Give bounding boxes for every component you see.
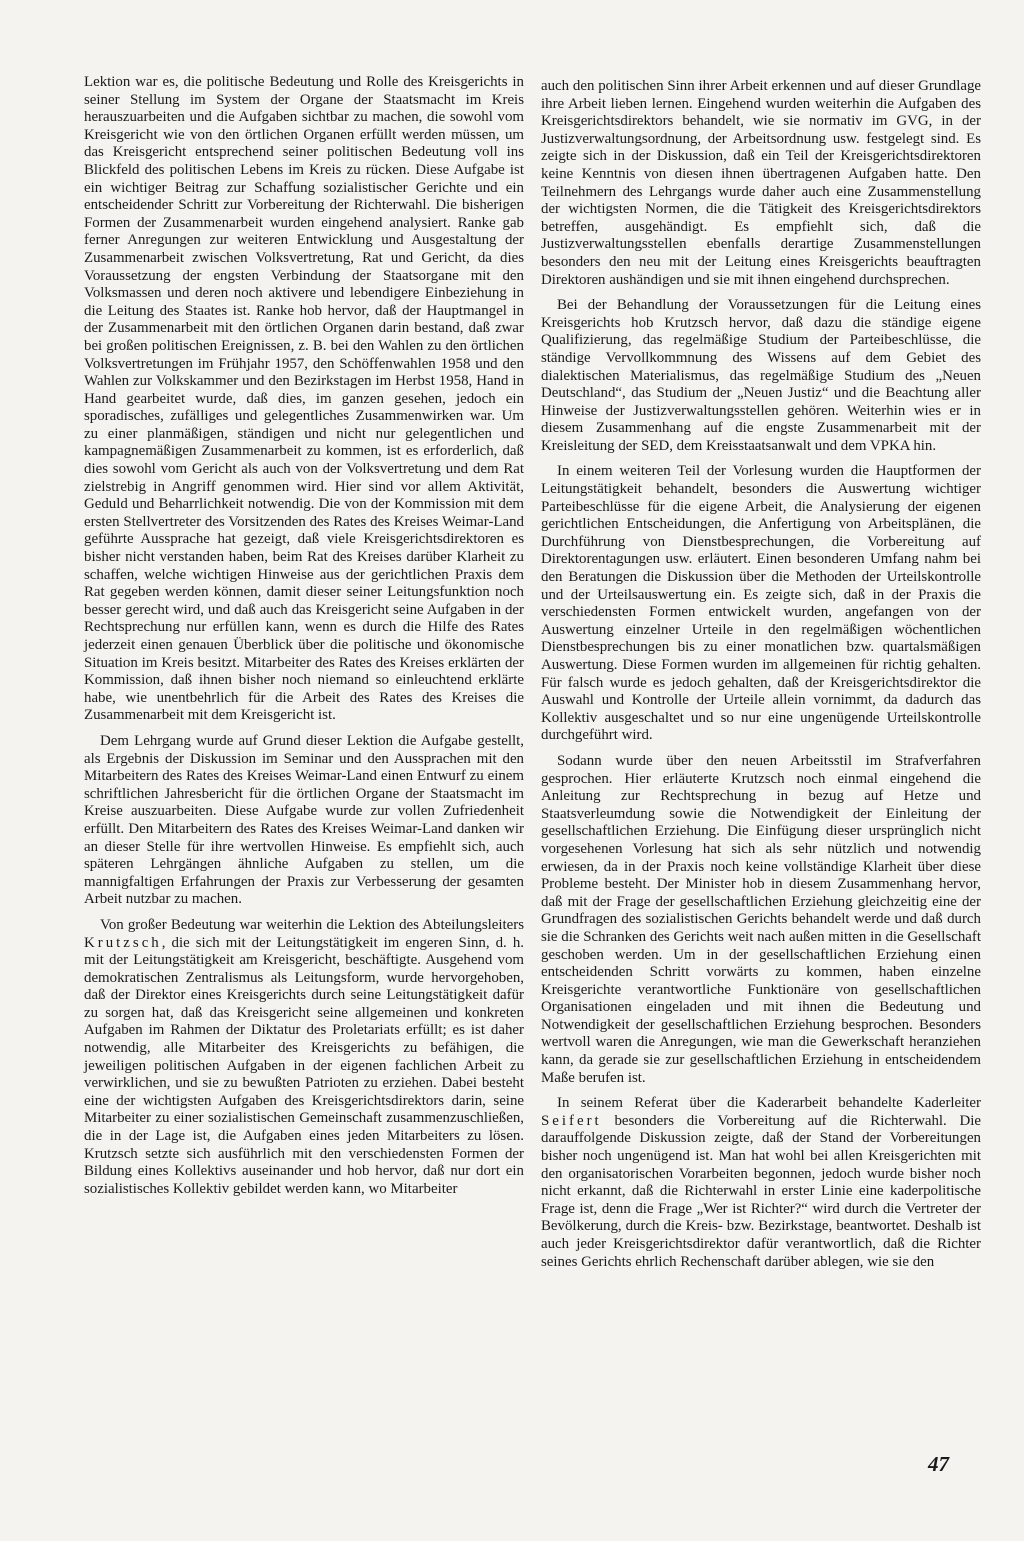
paragraph-text: , die sich mit der Leitungstätigkeit im engeren Sinn, d. h. mit der Leitungstätigkeit am Kreisgericht, beschäftigte. Ausgehend vom demokratischen Zentralismus als Leitungsform, wurde hervorgehoben, daß der Direktor eines Kreisgerichts durch seine Leitungstätigkeit dafür zu sorgen hat, daß das Kreisgericht seine allgemeinen und konkreten Aufgaben im Rahmen der Diktatur des Proletariats erfüllt; es ist daher notwendig, alle Mitarbeiter des Kreisgerichts zu befähigen, die jeweiligen politischen Aufgaben in der eigenen fachlichen Arbeit zu verwirklichen, und sie zu bewußten Patrioten zu erziehen. Dabei besteht eine der wichtigsten Aufgaben des Kreisgerichtsdirektors darin, seine Mitarbeiter zu einer sozialistischen Gemeinschaft zusammenzuschließen, die in der Lage ist, die Aufgaben eines jeden Mitarbeiters zu lösen. Krutzsch setzte sich ausführlich mit den verschiedensten Formen der Bildung eines Kollektivs auseinander und hob hervor, daß nur dort ein sozialistisches Kollektiv gebildet werden kann, wo Mitarbeiter — [84, 934, 524, 1197]
paragraph — [541, 1095, 981, 1271]
person-name: Seifert — [541, 1112, 602, 1129]
paragraph: Dem Lehrgang wurde auf Grund dieser Lektion die Aufgabe gestellt, als Ergebnis der Diskussion im Seminar und den Aussprachen mit den Mitarbeitern des Rates des Kreises Weimar-Land einen Entwurf zu einem schriftlichen Jahresbericht für die örtlichen Organe der Staatsmacht im Kreise auszuarbeiten. Diese Aufgabe wurde zur vollen Zufriedenheit erfüllt. Den Mitarbeitern des Rates des Kreises Weimar-Land danken wir an dieser Stelle für ihre wertvollen Hinweise. Es empfiehlt sich, auch späteren Lehrgängen ähnliche Aufgaben zu stellen, um die mannigfaltigen Erfahrungen der Praxis zur Verbesserung der gesamten Arbeit nutzbar zu machen. — [84, 732, 524, 908]
paragraph: Bei der Behandlung der Voraussetzungen für die Leitung eines Kreisgerichts hob Krutzsch hervor, daß dazu die ständige eigene Qualifizierung, das regelmäßige Studium der Parteibeschlüsse, die ständige Vervollkommnung des Wissens auf dem Gebiet des dialektischen Materialismus, das regelmäßige Studium des „Neuen Deutschland“, das Studium der „Neuen Justiz“ und die Beachtung aller Hinweise der Justizverwaltungsstellen gehören. Weiterhin wies er in diesem Zusammenhang auf die engste Zusammenarbeit mit der Kreisleitung der SED, dem Kreisstaatsanwalt und dem VPKA hin. — [541, 297, 981, 454]
person-name: Krutzsch — [84, 934, 162, 951]
page-number: 47 — [928, 1452, 949, 1476]
paragraph: Sodann wurde über den neuen Arbeitsstil im Strafverfahren gesprochen. Hier erläuterte Krutzsch noch einmal eingehend die Anleitung zur Rechtsprechung in bezug auf Hetze und Staatsverleumdung sowie die Notwendigkeit der Einleitung der gesellschaftlichen Erziehung. Die Einfügung dieser ursprünglich nicht vorgesehenen Vorlesung hat sich als sehr nützlich und notwendig erwiesen, da in der Praxis noch keine vollständige Klarheit über diese Probleme besteht. Der Minister hob in diesem Zusammenhang hervor, daß mit der Frage der gesellschaftlichen Erziehung gleichzeitig eine der Grundfragen des sozialistischen Gerichts behandelt werde und daß durch sie die Schranken des Gerichts weit nach außen mitten in die Gesellschaft geschoben werden. Um in der gesellschaftlichen Erziehung einen entscheidenden Schritt vorwärts zu kommen, haben einzelne Kreisgerichte verantwortliche Funktionäre von gesellschaftlichen Organisationen eingeladen und mit ihnen die Bedeutung und Notwendigkeit der gesellschaftlichen Erziehung besprochen. Besonders wertvoll waren die Anregungen, wie man die Gewerkschaft heranziehen kann, da gerade sie zur gesellschaftlichen Erziehung in entscheidendem Maße berufen ist. — [541, 752, 981, 1086]
left-column — [84, 74, 524, 1206]
paragraph: Lektion war es, die politische Bedeutung und Rolle des Kreisgerichts in seiner Stellung im System der Organe der Staatsmacht im Kreis herauszuarbeiten und die Aufgaben sichtbar zu machen, die sowohl vom Kreisgericht wie von den örtlichen Organen erfüllt werden müssen, um das Kreisgericht entsprechend seiner politischen Bedeutung voll ins Blickfeld des politischen Lebens im Kreis zu rücken. Diese Aufgabe ist ein wichtiger Beitrag zur Schaffung sozialistischer Gerichte und ein entscheidender Schritt zur Vorbereitung der Richterwahl. Die bisherigen Formen der Zusammenarbeit wurden eingehend analysiert. Ranke gab ferner Anregungen zur weiteren Entwicklung und Ausgestaltung der Zusammenarbeit zwischen Volksvertretung, Rat und Gericht, da dies Voraussetzung der engsten Verbindung der Staatsorgane mit den Volksmassen und deren noch aktivere und lebendigere Einbeziehung in die Leitung des Staates ist. Ranke hob hervor, daß der Hauptmangel in der Zusammenarbeit mit den örtlichen Organen darin bestand, daß zwar bei großen politischen Ereignissen, z. B. bei den Wahlen zu den örtlichen Volksvertretungen im Frühjahr 1957, den Schöffenwahlen 1958 und den Wahlen zur Volkskammer und den Bezirkstagen im Herbst 1958, Hand in Hand gearbeitet wurde, daß dies, im ganzen gesehen, jedoch ein sporadisches, zufälliges und gelegentliches Zusammenwirken war. Um zu einer planmäßigen, ständigen und nicht nur gelegentlichen und kampagnemäßigen Zusammenarbeit zu kommen, ist es erforderlich, daß dies sowohl vom Gericht als auch von der Volksvertretung und dem Rat zielstrebig in Angriff genommen wird. Hier sind vor allem Aktivität, Geduld und Beharrlichkeit notwendig. Die von der Kommission mit dem ersten Stellvertreter des Vorsitzenden des Rates des Kreises Weimar-Land geführte Aussprache hat gezeigt, daß viele Kreisgerichtsdirektoren es bisher nicht verstanden haben, beim Rat des Kreises darüber Klarheit zu schaffen, welche wichtigen Hinweise aus der gerichtlichen Praxis dem Rat gegeben werden können, damit dieser seiner Leitungsfunktion noch besser gerecht wird, und daß auch das Kreisgericht seine Aufgaben in der Rechtsprechung nur erfüllen kann, wenn es durch die Hilfe des Rates jederzeit einen genauen Überblick über die politische und ökonomische Situation im Kreis besitzt. Mitarbeiter des Rates des Kreises erklärten der Kommission, daß ihnen bisher noch niemand so einleuchtend erklärte habe, wie unentbehrlich für die Arbeit des Rates des Kreises die Zusammenarbeit mit dem Kreisgericht ist. — [84, 74, 524, 724]
paragraph-text: Von großer Bedeutung war weiterhin die Lektion des Abteilungsleiters — [100, 916, 524, 933]
paragraph: auch den politischen Sinn ihrer Arbeit erkennen und auf dieser Grundlage ihre Arbeit lieben lernen. Eingehend wurden weiterhin die Aufgaben des Kreisgerichtsdirektors behandelt, wie sie normativ im GVG, in der Justizverwaltungsordnung, der Arbeitsordnung usw. festgelegt sind. Es zeigte sich in der Diskussion, daß ein Teil der Kreisgerichtsdirektoren keine Kenntnis von diesen ihnen übertragenen Aufgaben hatte. Den Teilnehmern des Lehrgangs wurde daher auch eine Zusammenstellung der wichtigsten Normen, die die Tätigkeit des Kreisgerichtsdirektors betreffen, ausgehändigt. Es empfiehlt sich, daß die Justizverwaltungsstellen ebenfalls derartige Zusammenstellungen besonders den neu mit der Leitung eines Kreisgerichts beauftragten Direktoren aushändigen und sie mit ihnen eingehend durchsprechen. — [541, 78, 981, 288]
paragraph-text: besonders die Vorbereitung auf die Richterwahl. Die darauffolgende Diskussion zeigte, daß der Stand der Vorbereitungen bisher noch ungenügend ist. Man hat wohl bei allen Kreisgerichten mit den organisatorischen Vorarbeiten begonnen, jedoch wurde bisher noch nicht erkannt, daß die Richterwahl in erster Linie eine kaderpolitische Frage ist, denn die Frage „Wer ist Richter?“ wird durch die Vertreter der Bevölkerung, durch die Kreis- bzw. Bezirkstage, beantwortet. Deshalb ist auch jeder Kreisgerichtsdirektor dafür verantwortlich, daß die Richter seines Gerichts ehrlich Rechenschaft darüber ablegen, wie sie den — [541, 1112, 981, 1270]
right-column — [541, 78, 981, 1279]
paragraph — [84, 917, 524, 1199]
paragraph-text: In seinem Referat über die Kaderarbeit behandelte Kaderleiter — [557, 1095, 981, 1112]
paragraph: In einem weiteren Teil der Vorlesung wurden die Hauptformen der Leitungstätigkeit behandelt, besonders die Auswertung wichtiger Parteibeschlüsse für die eigene Arbeit, die Analysierung der eigenen gerichtlichen Entscheidungen, die Anfertigung von Arbeitsplänen, die Durchführung von Dienstbesprechungen, die Vorbereitung auf Direktorentagungen usw. erläutert. Einen besonderen Umfang nahm bei den Beratungen die Diskussion über die Methoden der Urteilskontrolle und der Urteilsauswertung ein. Es zeigte sich, daß in der Praxis die verschiedensten Formen entwickelt wurden, angefangen von der Auswertung einzelner Urteile in den regelmäßigen wöchentlichen Dienstbesprechungen bis zu einer monatlichen bzw. quartalsmäßigen Auswertung. Diese Formen wurden im allgemeinen für richtig gehalten. Für falsch wurde es jedoch gehalten, daß der Kreisgerichtsdirektor die Auswahl und Kontrolle der Urteile allein vornimmt, da dadurch das Kollektiv ausgeschaltet und so nur eine ungenügende Urteilskontrolle durchgeführt wird. — [541, 463, 981, 744]
